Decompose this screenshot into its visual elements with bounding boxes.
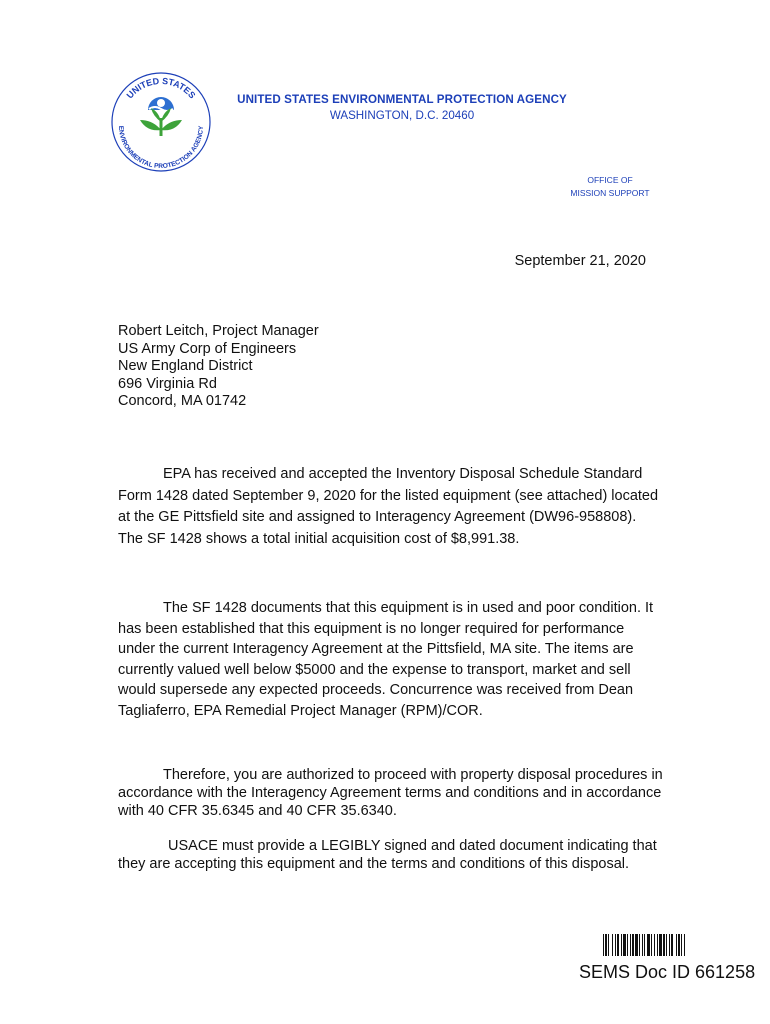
- recipient-line: US Army Corp of Engineers: [118, 340, 297, 357]
- seal-text-bottom: ENVIRONMENTAL PROTECTION AGENCY: [116, 125, 206, 171]
- agency-name: UNITED STATES ENVIRONMENTAL PROTECTION AGENCY: [237, 93, 567, 106]
- recipient-line: 696 Virginia Rd: [118, 375, 217, 392]
- epa-seal-logo: [109, 70, 213, 174]
- letter-date: September 21, 2020: [514, 253, 646, 269]
- barcode: [603, 934, 720, 956]
- recipient-line: Robert Leitch, Project Manager: [118, 323, 319, 339]
- body-paragraph-1: EPA has received and accepted the Inventory Disposal Schedule Standard Form 1428 dated September 9, 2020 for the listed equipment (see attached) located at the GE Pittsfield site and assigned to Interagency Agreement (DW96-958808). The SF 1428 shows a total initial acquisition cost of $8,991.38.: [118, 466, 659, 547]
- sems-doc-id: SEMS Doc ID 661258: [579, 962, 756, 982]
- body-paragraph-2: The SF 1428 documents that this equipment is in used and poor condition. It has been established that this equipment is no longer required for performance under the current Interagency Agreement at the Pittsfield, MA site. The items are currently valued well below $5000 and the expense to transport, market and sell would supersede any expected proceeds. Concurrence was received from Dean Tagliaferro, EPA Remedial Project Manager (RPM)/COR.: [118, 600, 654, 719]
- agency-address: WASHINGTON, D.C. 20460: [329, 109, 475, 122]
- office-line-2: MISSION SUPPORT: [570, 188, 650, 198]
- body-paragraph-3: Therefore, you are authorized to proceed with property disposal procedures in accordance with the Interagency Agreement terms and conditions and in accordance with 40 CFR 35.6345 and 40 CFR 35.6340.: [118, 767, 663, 819]
- recipient-line: New England District: [118, 358, 253, 374]
- office-label: [560, 174, 660, 200]
- recipient-line: Concord, MA 01742: [118, 393, 247, 409]
- body-paragraph-4: USACE must provide a LEGIBLY signed and dated document indicating that they are accepting this equipment and the terms and conditions of this disposal.: [118, 838, 657, 872]
- recipient-address-block: [118, 323, 319, 411]
- office-line-1: OFFICE OF: [587, 175, 633, 185]
- agency-header: [222, 93, 582, 122]
- seal-text-top: UNITED STATES: [124, 75, 198, 101]
